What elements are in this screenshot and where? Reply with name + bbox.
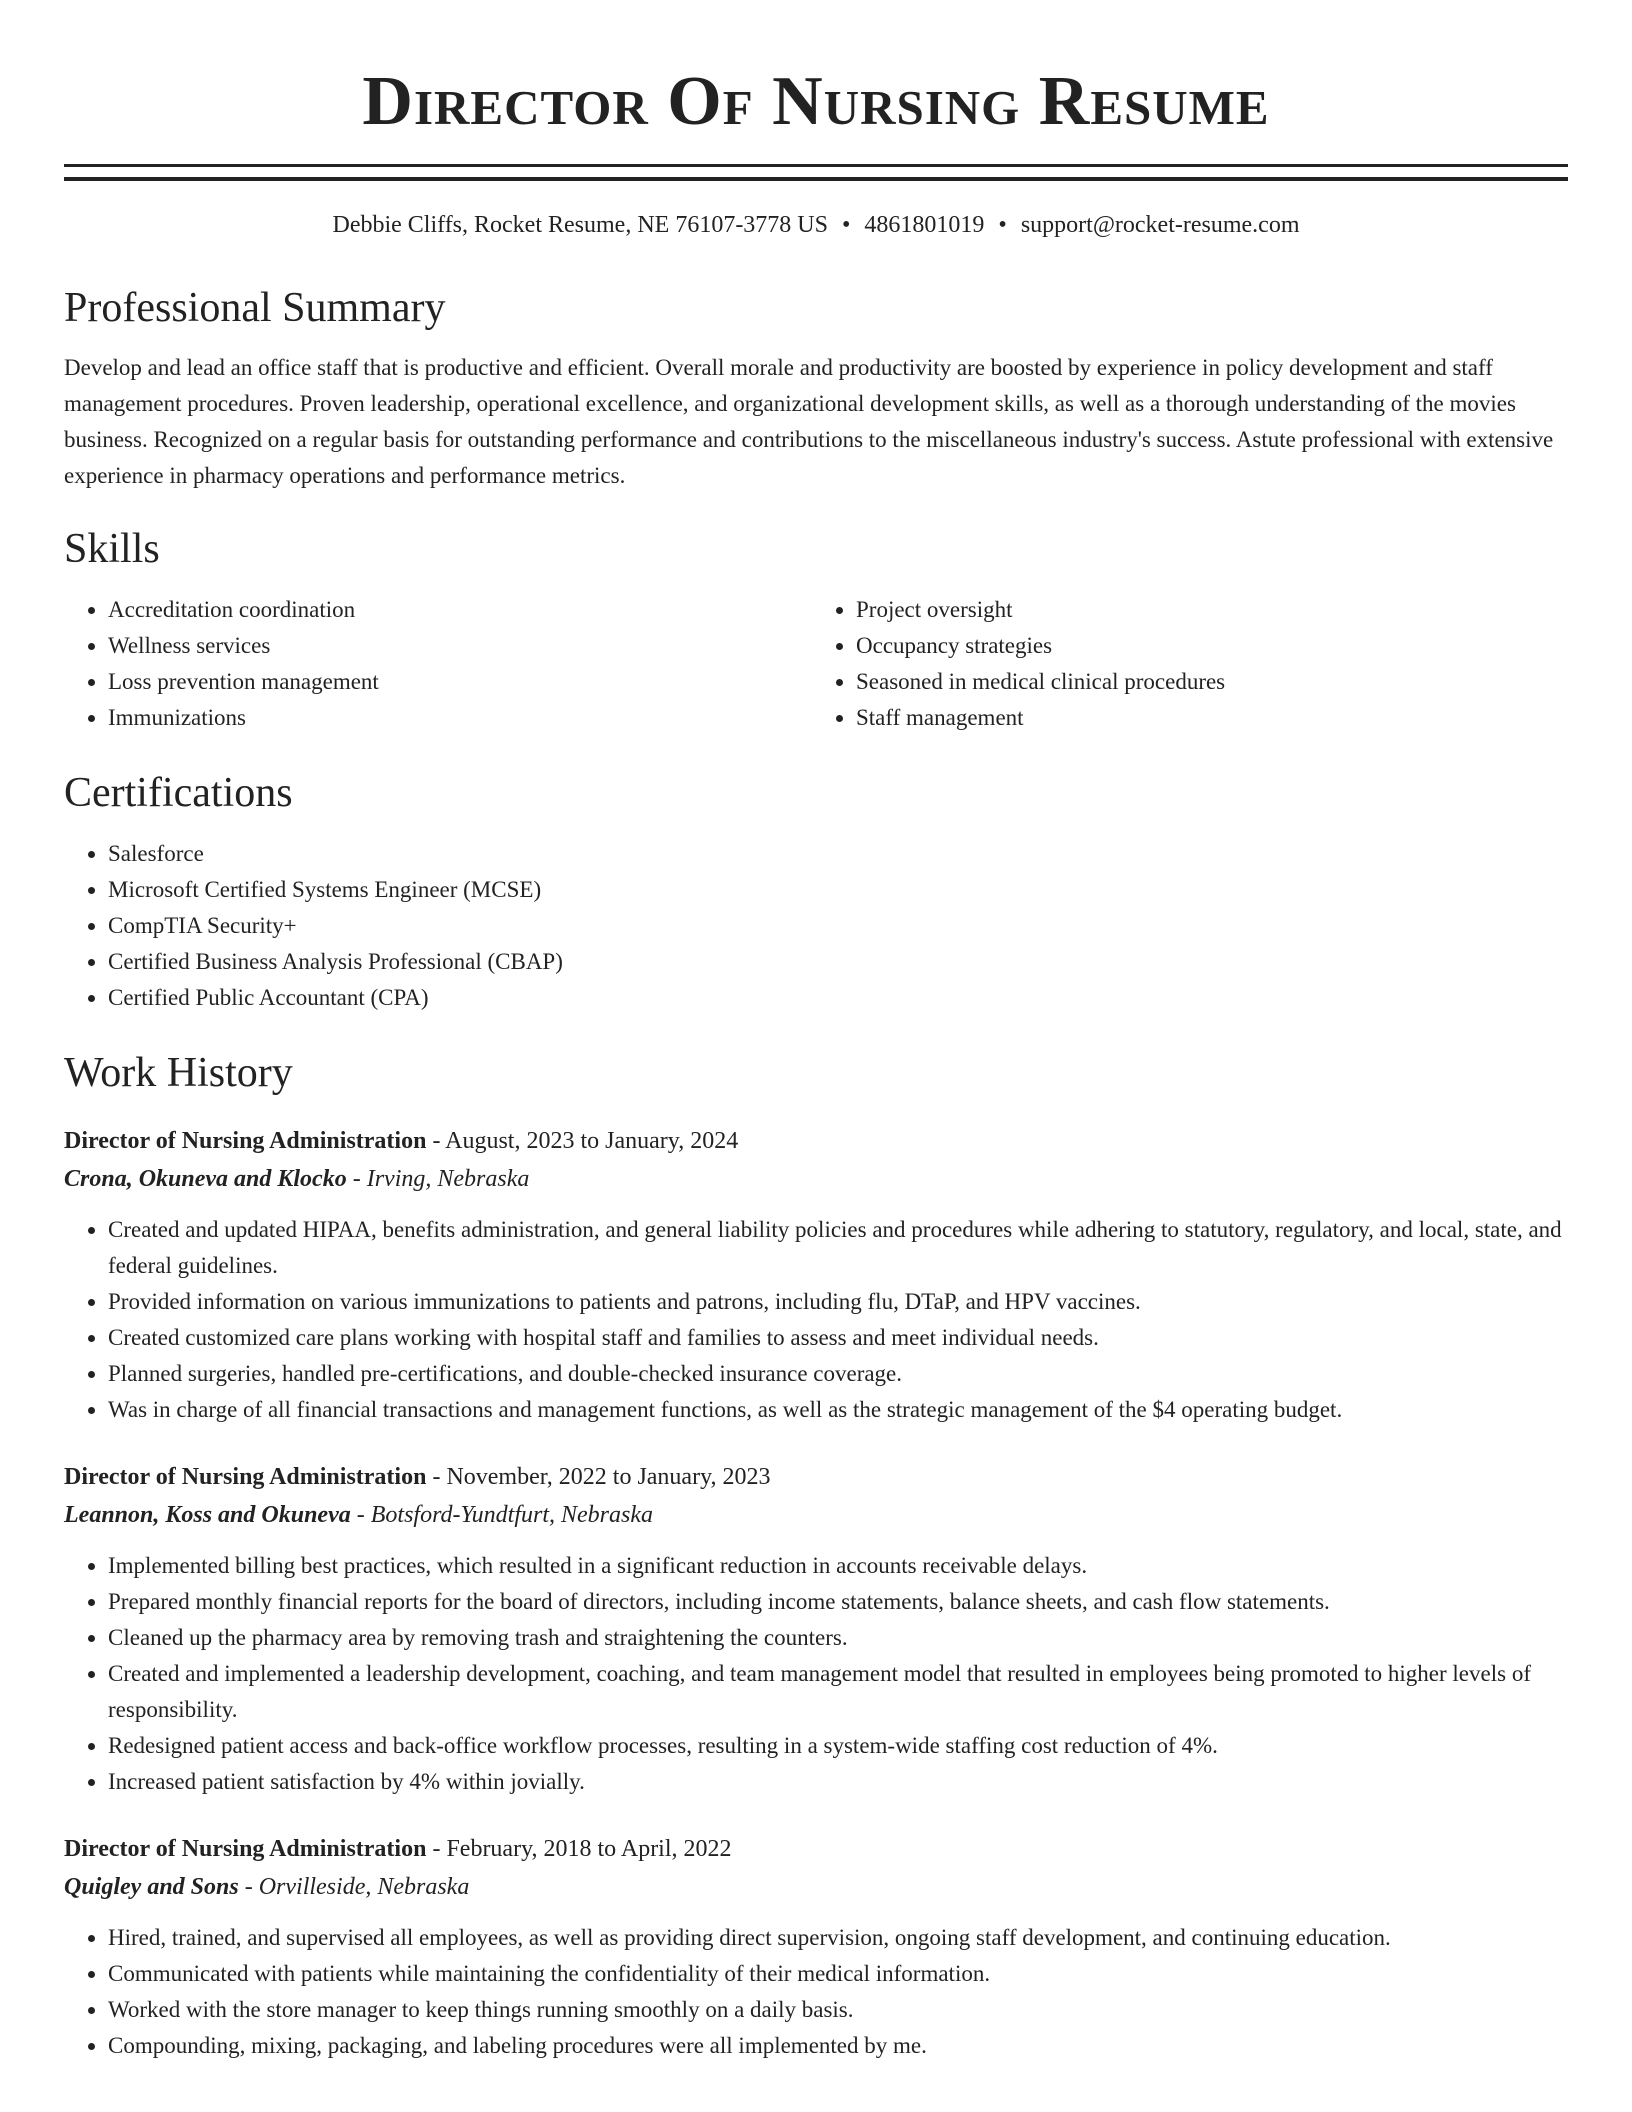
job-dash: - [426, 1128, 446, 1154]
skills-section [64, 524, 1568, 736]
job-bullet: • Increased patient satisfaction by 4% within jovially. [108, 1764, 1568, 1800]
certification-item: • Salesforce [108, 836, 1568, 872]
certification-item: • Certified Public Accountant (CPA) [108, 980, 1568, 1016]
skill-item: • Occupancy strategies [856, 628, 1568, 664]
job-company-line [64, 1160, 1568, 1198]
job-title-line [64, 1122, 1568, 1160]
job-entry [64, 1122, 1568, 1428]
job-bullets [64, 1920, 1568, 2064]
contact-separator: • [998, 212, 1007, 238]
skills-list-left [64, 592, 816, 736]
job-bullet: • Provided information on various immunizations to patients and patrons, including flu, DTaP, and HPV vaccines. [108, 1284, 1568, 1320]
job-bullet: • Hired, trained, and supervised all employees, as well as providing direct supervision, ongoing staff development, and continuing education. [108, 1920, 1568, 1956]
section-heading-certifications: Certifications [64, 770, 293, 816]
skill-item: • Project oversight [856, 592, 1568, 628]
job-bullet: • Implemented billing best practices, which resulted in a significant reduction in accounts receivable delays. [108, 1548, 1568, 1584]
job-company: Crona, Okuneva and Klocko [64, 1166, 347, 1192]
page-title: Director Of Nursing Resume [362, 63, 1270, 140]
professional-summary-section [64, 283, 1568, 494]
summary-text: Develop and lead an office staff that is productive and efficient. Overall morale and productivity are boosted by experience in policy development and staff management procedures. Proven leadership, operational excellence, and organizational development skills, as well as a thorough understanding of the movies business. Recognized on a regular basis for outstanding performance and contributions to the miscellaneous industry's success. Astute professional with extensive experience in pharmacy operations and performance metrics. [64, 355, 1554, 488]
job-bullet: • Worked with the store manager to keep things running smoothly on a daily basis. [108, 1992, 1568, 2028]
job-title: Director of Nursing Administration [64, 1128, 427, 1154]
job-dates: August, 2023 to January, 2024 [445, 1128, 739, 1154]
section-heading-skills: Skills [64, 526, 160, 572]
skill-item: • Loss prevention management [108, 664, 816, 700]
certification-item: • CompTIA Security+ [108, 908, 1568, 944]
job-title-line [64, 1830, 1568, 1868]
job-bullet: • Communicated with patients while maintaining the confidentiality of their medical information. [108, 1956, 1568, 1992]
skill-item: • Wellness services [108, 628, 816, 664]
job-dash: - [346, 1166, 367, 1192]
contact-separator: • [842, 212, 851, 238]
job-bullet: • Created and updated HIPAA, benefits administration, and general liability policies and procedures while adhering to statutory, regulatory, and local, state, and federal guidelines. [108, 1212, 1568, 1284]
job-bullet: • Prepared monthly financial reports for the board of directors, including income statements, balance sheets, and cash flow statements. [108, 1584, 1568, 1620]
job-bullet: • Created and implemented a leadership development, coaching, and team management model that resulted in employees being promoted to higher levels of responsibility. [108, 1656, 1568, 1728]
job-entry [64, 1830, 1568, 2064]
job-dash: - [426, 1464, 447, 1490]
job-title: Director of Nursing Administration [64, 1464, 427, 1490]
skill-item: • Immunizations [108, 700, 816, 736]
job-company: Quigley and Sons [64, 1874, 239, 1900]
job-location: Irving, Nebraska [366, 1166, 530, 1192]
skills-grid [64, 592, 1568, 736]
job-bullet: • Cleaned up the pharmacy area by removing trash and straightening the counters. [108, 1620, 1568, 1656]
job-bullet: • Created customized care plans working with hospital staff and families to assess and meet individual needs. [108, 1320, 1568, 1356]
skills-list-right [816, 592, 1568, 736]
job-bullet: • Was in charge of all financial transactions and management functions, as well as the strategic management of the $4 operating budget. [108, 1392, 1568, 1428]
job-company: Leannon, Koss and Okuneva [64, 1502, 351, 1528]
job-location: Botsford-Yundtfurt, Nebraska [370, 1502, 653, 1528]
job-bullet: • Compounding, mixing, packaging, and labeling procedures were all implemented by me. [108, 2028, 1568, 2064]
job-dash: - [426, 1836, 447, 1862]
section-heading-summary: Professional Summary [64, 285, 446, 331]
skill-item: • Seasoned in medical clinical procedures [856, 664, 1568, 700]
job-entry [64, 1458, 1568, 1800]
job-location: Orvilleside, Nebraska [258, 1874, 470, 1900]
certifications-list [64, 836, 1568, 1016]
job-dash: - [238, 1874, 259, 1900]
work-history-section [64, 1048, 1568, 2064]
skill-item: • Staff management [856, 700, 1568, 736]
job-title-line [64, 1458, 1568, 1496]
contact-address: Debbie Cliffs, Rocket Resume, NE 76107-3778 US [332, 212, 828, 238]
contact-phone: 4861801019 [864, 212, 985, 238]
certification-item: • Certified Business Analysis Professional (CBAP) [108, 944, 1568, 980]
jobs-container [64, 1122, 1568, 2064]
job-dash: - [350, 1502, 371, 1528]
title-double-rule [64, 164, 1568, 181]
contact-line [64, 207, 1568, 243]
job-bullets [64, 1212, 1568, 1428]
job-dates: November, 2022 to January, 2023 [446, 1464, 771, 1490]
certification-item: • Microsoft Certified Systems Engineer (MCSE) [108, 872, 1568, 908]
job-bullet: • Planned surgeries, handled pre-certifications, and double-checked insurance coverage. [108, 1356, 1568, 1392]
section-heading-work-history: Work History [64, 1050, 293, 1096]
job-bullet: • Redesigned patient access and back-office workflow processes, resulting in a system-wide staffing cost reduction of 4%. [108, 1728, 1568, 1764]
job-dates: February, 2018 to April, 2022 [446, 1836, 732, 1862]
job-company-line [64, 1496, 1568, 1534]
certifications-section [64, 768, 1568, 1016]
contact-email: support@rocket-resume.com [1020, 212, 1300, 238]
job-title: Director of Nursing Administration [64, 1836, 427, 1862]
job-bullets [64, 1548, 1568, 1800]
job-company-line [64, 1868, 1568, 1906]
skill-item: • Accreditation coordination [108, 592, 816, 628]
